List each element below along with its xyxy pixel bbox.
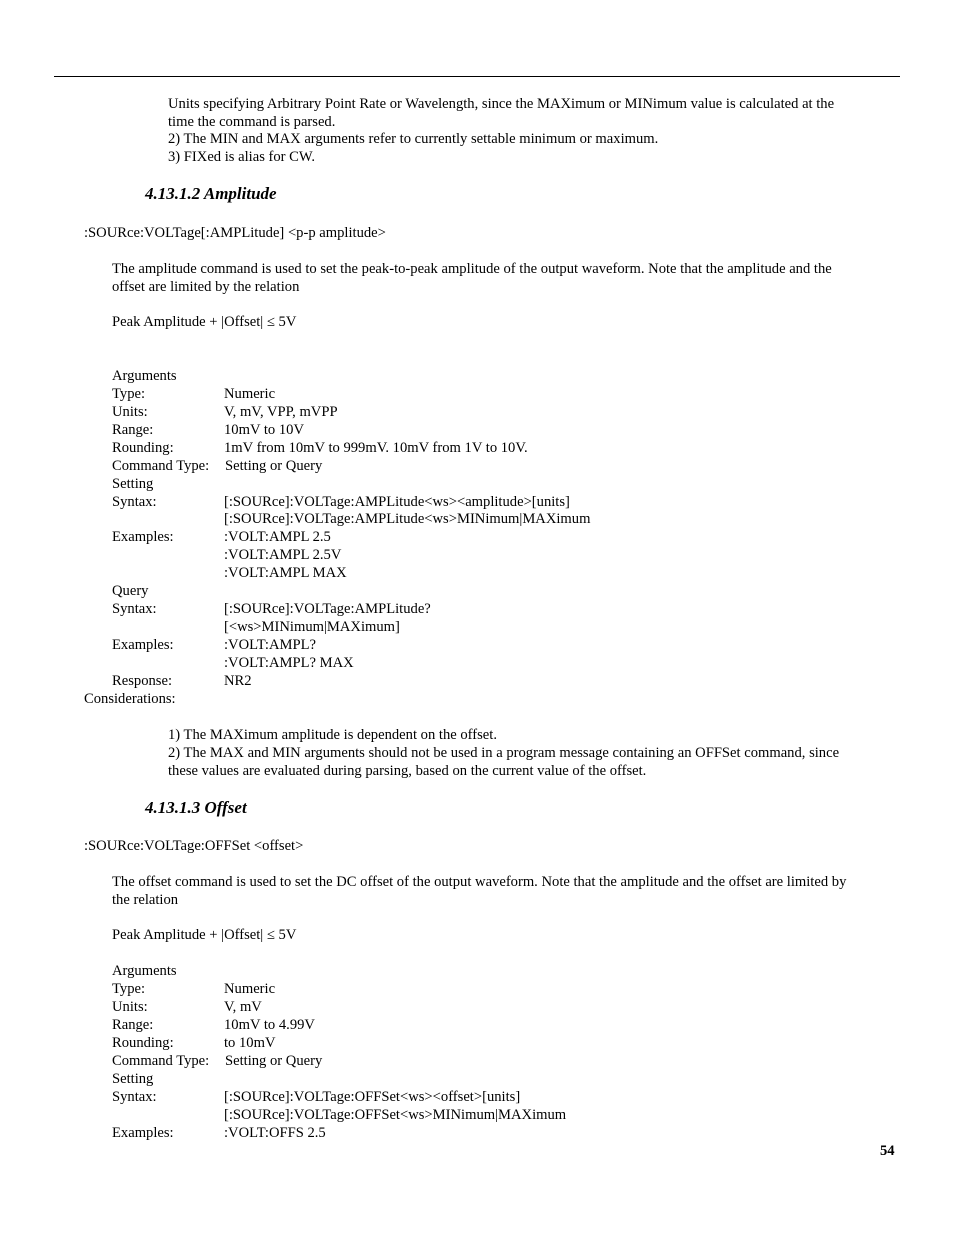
amplitude-desc-1: The amplitude command is used to set the peak-to-peak amplitude of the output waveform. Note that the amplitude and the — [112, 261, 832, 277]
offset-desc-2: the relation — [112, 892, 179, 908]
amplitude-set-syntax-label: Syntax: — [112, 494, 157, 510]
offset-setting-label: Setting — [112, 1071, 154, 1087]
offset-set-syntax-label: Syntax: — [112, 1089, 157, 1105]
offset-cmdtype-value: Setting or Query — [225, 1053, 323, 1069]
amplitude-response-value: NR2 — [224, 673, 252, 689]
amplitude-set-example-2: :VOLT:AMPL 2.5V — [224, 547, 342, 563]
amplitude-desc-2: offset are limited by the relation — [112, 279, 300, 295]
amplitude-query-example-1: :VOLT:AMPL? — [224, 637, 316, 653]
amplitude-arguments-label: Arguments — [112, 368, 177, 384]
offset-type-label: Type: — [112, 981, 146, 997]
amplitude-set-syntax-2: [:SOURce]:VOLTage:AMPLitude<ws>MINimum|MAXimum — [224, 511, 591, 527]
offset-rounding-label: Rounding: — [112, 1035, 174, 1051]
amplitude-rounding-value: 1mV from 10mV to 999mV. 10mV from 1V to 10V. — [224, 440, 528, 456]
offset-set-example-1: :VOLT:OFFS 2.5 — [224, 1125, 326, 1141]
amplitude-setting-label: Setting — [112, 476, 154, 492]
intro-line-1: Units specifying Arbitrary Point Rate or Wavelength, since the MAXimum or MINimum value is calculated at the — [168, 96, 835, 112]
amplitude-query-examples-label: Examples: — [112, 637, 174, 653]
offset-range-label: Range: — [112, 1017, 154, 1033]
amplitude-rounding-label: Rounding: — [112, 440, 174, 456]
amplitude-consideration-1: 1) The MAXimum amplitude is dependent on the offset. — [168, 727, 497, 743]
amplitude-heading: 4.13.1.2 Amplitude — [145, 184, 277, 203]
amplitude-consideration-2b: these values are evaluated during parsing, based on the current value of the offset. — [168, 763, 647, 779]
amplitude-considerations-label: Considerations: — [84, 691, 176, 707]
amplitude-type-value: Numeric — [224, 386, 276, 402]
amplitude-cmdtype-value: Setting or Query — [225, 458, 323, 474]
amplitude-set-syntax-1: [:SOURce]:VOLTage:AMPLitude<ws><amplitude>[units] — [224, 494, 570, 510]
offset-rounding-value: to 10mV — [224, 1035, 276, 1051]
offset-set-syntax-2: [:SOURce]:VOLTage:OFFSet<ws>MINimum|MAXimum — [224, 1107, 567, 1123]
intro-line-2: time the command is parsed. — [168, 114, 336, 130]
amplitude-relation: Peak Amplitude + |Offset| ≤ 5V — [112, 314, 297, 330]
offset-relation: Peak Amplitude + |Offset| ≤ 5V — [112, 927, 297, 943]
offset-units-label: Units: — [112, 999, 148, 1015]
amplitude-query-syntax-1: [:SOURce]:VOLTage:AMPLitude? — [224, 601, 431, 617]
amplitude-range-value: 10mV to 10V — [224, 422, 305, 438]
offset-units-value: V, mV — [224, 999, 262, 1015]
intro-item-3: 3) FIXed is alias for CW. — [168, 149, 315, 165]
offset-desc-1: The offset command is used to set the DC offset of the output waveform. Note that the amplitude and the offset are limited by — [112, 874, 847, 890]
offset-cmdtype-label: Command Type: — [112, 1053, 210, 1069]
amplitude-set-example-3: :VOLT:AMPL MAX — [224, 565, 347, 581]
offset-heading: 4.13.1.3 Offset — [145, 798, 247, 817]
amplitude-type-label: Type: — [112, 386, 146, 402]
offset-range-value: 10mV to 4.99V — [224, 1017, 315, 1033]
header-rule — [54, 76, 900, 77]
amplitude-query-syntax-2: [<ws>MINimum|MAXimum] — [224, 619, 400, 635]
offset-set-examples-label: Examples: — [112, 1125, 174, 1141]
amplitude-query-example-2: :VOLT:AMPL? MAX — [224, 655, 354, 671]
amplitude-consideration-2a: 2) The MAX and MIN arguments should not be used in a program message containing an OFFSet command, since — [168, 745, 840, 761]
amplitude-set-examples-label: Examples: — [112, 529, 174, 545]
offset-type-value: Numeric — [224, 981, 276, 997]
amplitude-range-label: Range: — [112, 422, 154, 438]
amplitude-cmdtype-label: Command Type: — [112, 458, 210, 474]
page-number: 54 — [880, 1143, 895, 1159]
amplitude-units-value: V, mV, VPP, mVPP — [224, 404, 338, 420]
amplitude-query-label: Query — [112, 583, 149, 599]
amplitude-response-label: Response: — [112, 673, 172, 689]
amplitude-units-label: Units: — [112, 404, 148, 420]
amplitude-command: :SOURce:VOLTage[:AMPLitude] <p-p amplitude> — [84, 225, 386, 241]
intro-item-2: 2) The MIN and MAX arguments refer to currently settable minimum or maximum. — [168, 131, 659, 147]
offset-command: :SOURce:VOLTage:OFFSet <offset> — [84, 838, 304, 854]
amplitude-query-syntax-label: Syntax: — [112, 601, 157, 617]
offset-set-syntax-1: [:SOURce]:VOLTage:OFFSet<ws><offset>[units] — [224, 1089, 521, 1105]
offset-arguments-label: Arguments — [112, 963, 177, 979]
amplitude-set-example-1: :VOLT:AMPL 2.5 — [224, 529, 331, 545]
